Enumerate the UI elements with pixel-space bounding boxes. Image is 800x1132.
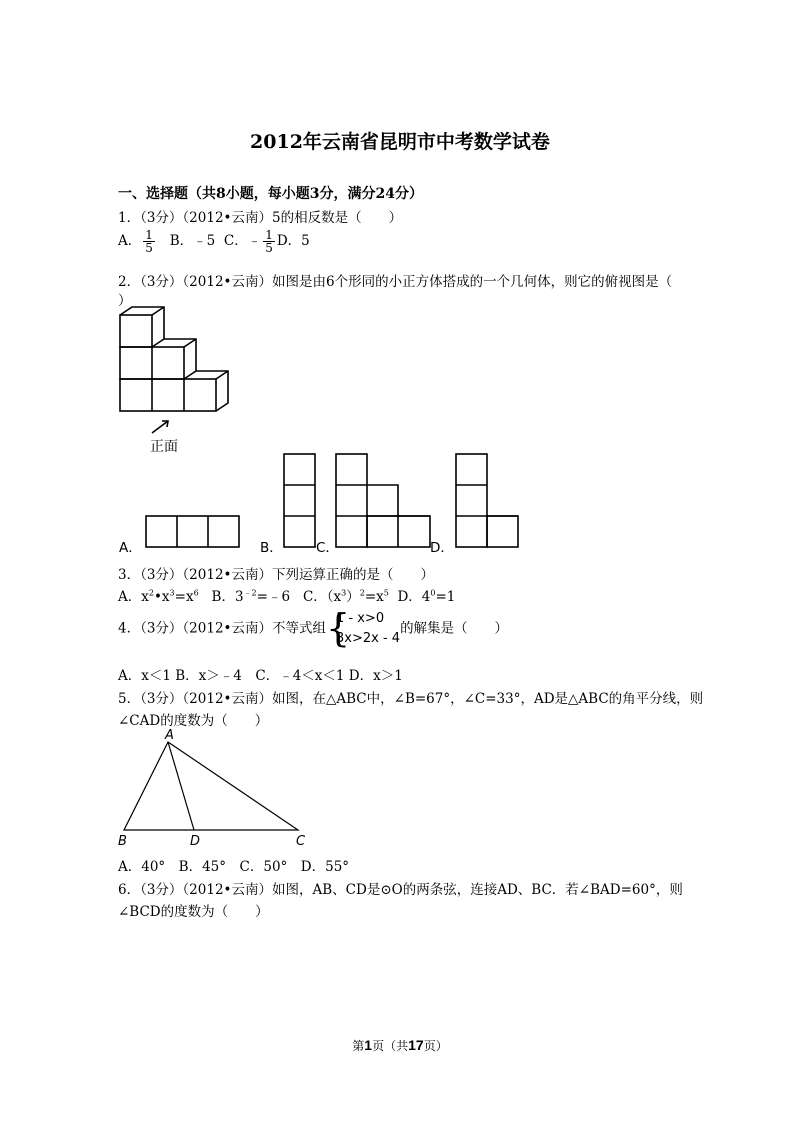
q2-stem-line1: 2．（3分）（2012•云南）如图是由6个形同的小正方体搭成的一个几何体，则它的俯视图是（ xyxy=(118,274,673,290)
q3-option-b: B．$3^{﹣2}=﹣6$ xyxy=(211,588,291,605)
q6-stem-line1: 6．（3分）（2012•云南）如图，AB、CD是⊙O的两条弦，连接AD、BC．若∠BAD=60°，则 xyxy=(118,882,683,898)
brace-icon: { xyxy=(326,606,351,650)
page-total: 17 xyxy=(408,1037,424,1053)
q2-option-c: C． xyxy=(316,540,339,556)
q1-options xyxy=(118,229,310,254)
q6-stem-line2: ∠BCD的度数为（ ） xyxy=(118,904,269,920)
q1-stem: 1．（3分）（2012•云南）5的相反数是（ ） xyxy=(118,210,403,226)
q4-inequality-1: 1 - x>0 xyxy=(336,611,385,626)
q4-stem-prefix: 4．（3分）（2012•云南）不等式组 xyxy=(118,620,326,637)
q1-option-c-fraction: $\frac{1}{5}$ xyxy=(265,228,273,255)
q4-stem-suffix: 的解集是（ ） xyxy=(400,620,509,637)
q5-options: A．40° B．45° C．50° D．55° xyxy=(118,859,350,875)
q4-inequality-2: 3x>2x - 4 xyxy=(336,631,401,646)
q3-option-c: C．$(x^3)^2=x^5$ xyxy=(302,588,389,605)
q2-option-d: D． xyxy=(430,540,454,556)
q2-cube-figure xyxy=(110,305,250,460)
q4-options: A．x＜1 B．x＞﹣4 C．﹣4＜x＜1 D．x＞1 xyxy=(118,668,403,684)
q3-options xyxy=(118,585,455,605)
q5-label-c: C xyxy=(296,834,306,849)
q2-option-b: B． xyxy=(260,540,283,556)
q4-stem xyxy=(118,606,509,650)
q2-front-label: 正面 xyxy=(150,439,178,455)
q5-triangle-figure xyxy=(110,726,320,851)
q5-label-d: D xyxy=(190,834,201,849)
q1-option-a-fraction: $\frac{1}{5}$ xyxy=(145,228,153,255)
q3-option-a: A．$x^2•x^3=x^6$ xyxy=(118,588,199,605)
q5-stem-line2: ∠CAD的度数为（ ） xyxy=(118,713,269,729)
q5-stem-line1: 5．（3分）（2012•云南）如图，在△ABC中，∠B=67°，∠C=33°，AD是△ABC的角平分线，则 xyxy=(118,691,704,707)
q5-label-b: B xyxy=(118,834,127,849)
section-heading: 一、选择题（共8小题，每小题3分，满分24分） xyxy=(118,186,423,202)
q2-stem-line2: ） xyxy=(118,293,132,309)
q1-option-d: D．5 xyxy=(276,233,310,249)
q2-options-figure xyxy=(110,450,530,560)
q2-option-a: A． xyxy=(119,540,142,556)
q1-option-b: B．﹣5 xyxy=(169,233,216,249)
q4-inequality-system xyxy=(326,606,401,650)
q5-label-a: A xyxy=(165,728,174,743)
q3-stem: 3．（3分）（2012•云南）下列运算正确的是（ ） xyxy=(118,567,434,583)
q1-option-c-label: C．﹣ xyxy=(223,233,262,249)
page-number: 1 xyxy=(364,1037,373,1053)
page-title: 2012年云南省昆明市中考数学试卷 xyxy=(250,131,550,153)
page-footer: 第1页（共17页） xyxy=(352,1037,448,1053)
q1-option-a-label: A． xyxy=(118,233,142,249)
q3-option-d: D．$4^0=1$ xyxy=(397,588,456,605)
